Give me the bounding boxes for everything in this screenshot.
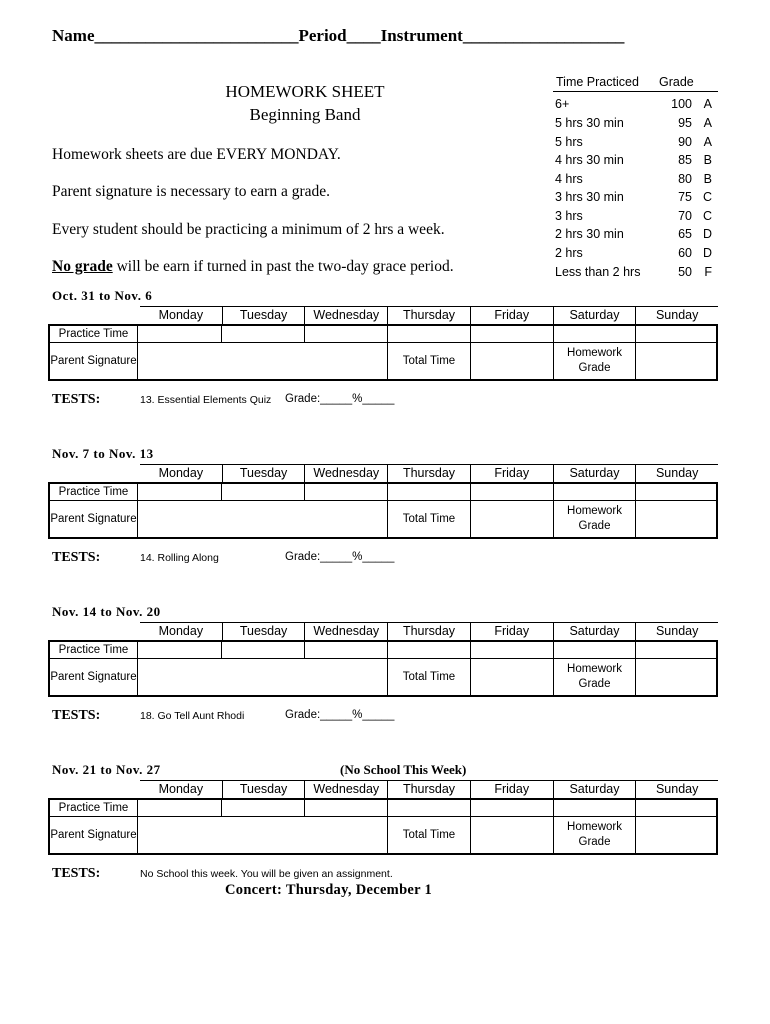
instrument-field[interactable]: ___________________ bbox=[462, 26, 625, 45]
day-header-tuesday: Tuesday bbox=[222, 465, 305, 483]
day-header-row bbox=[140, 622, 718, 642]
practice-time-cell-tuesday[interactable] bbox=[222, 642, 305, 659]
practice-time-cell-friday[interactable] bbox=[471, 800, 554, 817]
grade-scale-row bbox=[553, 209, 718, 227]
total-time-field[interactable] bbox=[471, 659, 554, 695]
week-range: Nov. 21 to Nov. 27 bbox=[52, 762, 161, 777]
grade-scale-header bbox=[553, 75, 718, 93]
homework-grade-line1: Homework bbox=[567, 663, 622, 675]
no-school-note: (No School This Week) bbox=[340, 762, 467, 777]
tests-label: TESTS: bbox=[52, 550, 101, 565]
day-header-saturday: Saturday bbox=[553, 623, 636, 641]
homework-grade-field[interactable] bbox=[636, 817, 716, 853]
practice-log-grid bbox=[48, 640, 718, 697]
col-grade: Grade bbox=[659, 75, 694, 89]
grade-scale-row bbox=[553, 135, 718, 153]
time-practiced: 4 hrs bbox=[555, 172, 583, 186]
grade-scale-row bbox=[553, 190, 718, 208]
homework-grade-line2: Grade bbox=[578, 362, 611, 374]
day-header-wednesday: Wednesday bbox=[304, 465, 387, 483]
week-range: Nov. 7 to Nov. 13 bbox=[52, 446, 154, 461]
practice-time-cell-monday[interactable] bbox=[138, 800, 222, 817]
total-time-field[interactable] bbox=[471, 343, 554, 379]
practice-time-cell-tuesday[interactable] bbox=[222, 800, 305, 817]
grade-score: 80 bbox=[678, 172, 692, 186]
practice-time-cell-sunday[interactable] bbox=[636, 484, 716, 501]
homework-grade-label bbox=[554, 343, 636, 379]
practice-time-cell-sunday[interactable] bbox=[636, 642, 716, 659]
practice-time-cell-friday[interactable] bbox=[471, 484, 554, 501]
instrument-label: Instrument bbox=[380, 26, 463, 45]
day-header-thursday: Thursday bbox=[387, 623, 470, 641]
day-header-monday: Monday bbox=[158, 466, 204, 480]
practice-time-cell-sunday[interactable] bbox=[636, 326, 716, 343]
total-time-label: Total Time bbox=[388, 817, 471, 853]
homework-grade-label bbox=[554, 817, 636, 853]
header-divider bbox=[553, 91, 718, 92]
parent-signature-label: Parent Signature bbox=[50, 659, 138, 695]
practice-time-cell-thursday[interactable] bbox=[388, 484, 471, 501]
practice-time-cell-saturday[interactable] bbox=[554, 800, 636, 817]
grade-letter: D bbox=[702, 227, 712, 241]
grade-score: 85 bbox=[678, 153, 692, 167]
parent-signature-label: Parent Signature bbox=[50, 817, 138, 853]
grade-letter: D bbox=[702, 246, 712, 260]
homework-grade-field[interactable] bbox=[636, 501, 716, 537]
practice-log-grid bbox=[48, 798, 718, 855]
day-header-wednesday: Wednesday bbox=[304, 781, 387, 799]
grade-letter: B bbox=[703, 153, 712, 167]
grade-scale-row bbox=[553, 153, 718, 171]
practice-time-label: Practice Time bbox=[50, 484, 138, 501]
test-grade-blank[interactable]: Grade:_____%_____ bbox=[285, 709, 395, 721]
grade-letter: B bbox=[703, 172, 712, 186]
student-info-header bbox=[52, 26, 624, 46]
week-range: Nov. 14 to Nov. 20 bbox=[52, 604, 161, 619]
grade-scale-row bbox=[553, 246, 718, 264]
total-time-label: Total Time bbox=[388, 343, 471, 379]
practice-time-cell-wednesday[interactable] bbox=[305, 642, 388, 659]
grade-score: 90 bbox=[678, 135, 692, 149]
practice-time-cell-saturday[interactable] bbox=[554, 326, 636, 343]
tests-label: TESTS: bbox=[52, 866, 101, 881]
grade-letter: A bbox=[703, 116, 712, 130]
total-time-field[interactable] bbox=[471, 501, 554, 537]
time-practiced: 2 hrs 30 min bbox=[555, 227, 624, 241]
rule-grace-text: will be earn if turned in past the two-day grace period. bbox=[112, 258, 454, 275]
grade-score: 95 bbox=[678, 116, 692, 130]
time-practiced: 5 hrs 30 min bbox=[555, 116, 624, 130]
practice-time-cell-tuesday[interactable] bbox=[222, 484, 305, 501]
day-header-friday: Friday bbox=[470, 307, 553, 325]
day-header-monday: Monday bbox=[158, 624, 204, 638]
day-header-row bbox=[140, 464, 718, 484]
name-field[interactable]: ________________________ bbox=[94, 26, 299, 45]
day-header-monday: Monday bbox=[158, 308, 204, 322]
time-practiced: 5 hrs bbox=[555, 135, 583, 149]
day-header-sunday: Sunday bbox=[635, 307, 718, 325]
grade-letter: F bbox=[704, 265, 712, 279]
period-field[interactable]: ____ bbox=[346, 26, 381, 45]
day-header-thursday: Thursday bbox=[387, 307, 470, 325]
grade-letter: C bbox=[702, 209, 712, 223]
rule-due: Homework sheets are due EVERY MONDAY. bbox=[52, 146, 341, 163]
grade-letter: A bbox=[703, 135, 712, 149]
practice-time-label: Practice Time bbox=[50, 326, 138, 343]
total-time-label: Total Time bbox=[388, 659, 471, 695]
grade-scale-row bbox=[553, 97, 718, 115]
homework-grade-line2: Grade bbox=[578, 520, 611, 532]
practice-time-cell-thursday[interactable] bbox=[388, 800, 471, 817]
grade-scale-row bbox=[553, 116, 718, 134]
practice-time-cell-friday[interactable] bbox=[471, 326, 554, 343]
day-header-saturday: Saturday bbox=[553, 307, 636, 325]
parent-signature-field[interactable] bbox=[138, 659, 388, 695]
homework-grade-field[interactable] bbox=[636, 659, 716, 695]
rule-grace-bold: No grade bbox=[52, 258, 113, 275]
grade-score: 70 bbox=[678, 209, 692, 223]
grade-score: 100 bbox=[671, 97, 692, 111]
parent-signature-label: Parent Signature bbox=[50, 501, 138, 537]
parent-signature-label: Parent Signature bbox=[50, 343, 138, 379]
homework-grade-line2: Grade bbox=[578, 836, 611, 848]
practice-time-cell-friday[interactable] bbox=[471, 642, 554, 659]
test-name: 14. Rolling Along bbox=[140, 552, 219, 564]
concert-notice: Concert: Thursday, December 1 bbox=[225, 882, 433, 898]
practice-log-grid bbox=[48, 324, 718, 381]
test-name: 13. Essential Elements Quiz bbox=[140, 394, 272, 406]
grade-score: 50 bbox=[678, 265, 692, 279]
grade-letter: C bbox=[702, 190, 712, 204]
homework-grade-label bbox=[554, 659, 636, 695]
grade-scale-row bbox=[553, 172, 718, 190]
practice-time-cell-monday[interactable] bbox=[138, 484, 222, 501]
time-practiced: 3 hrs 30 min bbox=[555, 190, 624, 204]
homework-grade-field[interactable] bbox=[636, 343, 716, 379]
test-name: 18. Go Tell Aunt Rhodi bbox=[140, 710, 245, 722]
practice-time-cell-wednesday[interactable] bbox=[305, 484, 388, 501]
day-header-row bbox=[140, 780, 718, 800]
test-name: No School this week. You will be given an assignment. bbox=[140, 868, 393, 880]
parent-signature-field[interactable] bbox=[138, 817, 388, 853]
day-header-tuesday: Tuesday bbox=[222, 623, 305, 641]
homework-grade-line1: Homework bbox=[567, 347, 622, 359]
tests-label: TESTS: bbox=[52, 708, 101, 723]
practice-log-grid bbox=[48, 482, 718, 539]
practice-time-cell-wednesday[interactable] bbox=[305, 326, 388, 343]
practice-time-cell-sunday[interactable] bbox=[636, 800, 716, 817]
total-time-field[interactable] bbox=[471, 817, 554, 853]
practice-time-cell-thursday[interactable] bbox=[388, 326, 471, 343]
day-header-saturday: Saturday bbox=[553, 781, 636, 799]
grade-letter: A bbox=[703, 97, 712, 111]
grade-score: 65 bbox=[678, 227, 692, 241]
day-header-sunday: Sunday bbox=[635, 465, 718, 483]
practice-time-cell-monday[interactable] bbox=[138, 326, 222, 343]
period-label: Period bbox=[298, 26, 347, 45]
rule-signature: Parent signature is necessary to earn a grade. bbox=[52, 183, 331, 200]
homework-grade-line1: Homework bbox=[567, 821, 622, 833]
grade-scale-row bbox=[553, 227, 718, 245]
day-header-tuesday: Tuesday bbox=[222, 307, 305, 325]
day-header-sunday: Sunday bbox=[635, 623, 718, 641]
parent-signature-field[interactable] bbox=[138, 343, 388, 379]
grade-score: 60 bbox=[678, 246, 692, 260]
day-header-thursday: Thursday bbox=[387, 465, 470, 483]
practice-time-cell-wednesday[interactable] bbox=[305, 800, 388, 817]
day-header-sunday: Sunday bbox=[635, 781, 718, 799]
col-time-practiced: Time Practiced bbox=[556, 75, 639, 89]
day-header-wednesday: Wednesday bbox=[304, 307, 387, 325]
rule-grace bbox=[52, 258, 454, 276]
time-practiced: 6+ bbox=[555, 97, 570, 111]
sheet-subtitle: Beginning Band bbox=[249, 105, 361, 124]
name-label: Name bbox=[52, 26, 95, 45]
total-time-label: Total Time bbox=[388, 501, 471, 537]
parent-signature-field[interactable] bbox=[138, 501, 388, 537]
day-header-tuesday: Tuesday bbox=[222, 781, 305, 799]
time-practiced: 3 hrs bbox=[555, 209, 583, 223]
day-header-thursday: Thursday bbox=[387, 781, 470, 799]
time-practiced: Less than 2 hrs bbox=[555, 265, 641, 279]
test-grade-blank[interactable]: Grade:_____%_____ bbox=[285, 393, 395, 405]
day-header-saturday: Saturday bbox=[553, 465, 636, 483]
day-header-friday: Friday bbox=[470, 623, 553, 641]
time-practiced: 2 hrs bbox=[555, 246, 583, 260]
tests-label: TESTS: bbox=[52, 392, 101, 407]
time-practiced: 4 hrs 30 min bbox=[555, 153, 624, 167]
day-header-row bbox=[140, 306, 718, 326]
homework-grade-label bbox=[554, 501, 636, 537]
grade-score: 75 bbox=[678, 190, 692, 204]
grade-scale-row bbox=[553, 265, 718, 283]
day-header-wednesday: Wednesday bbox=[304, 623, 387, 641]
practice-time-cell-saturday[interactable] bbox=[554, 484, 636, 501]
rule-minimum: Every student should be practicing a minimum of 2 hrs a week. bbox=[52, 221, 445, 238]
test-grade-blank[interactable]: Grade:_____%_____ bbox=[285, 551, 395, 563]
day-header-monday: Monday bbox=[158, 782, 204, 796]
sheet-title: HOMEWORK SHEET bbox=[225, 82, 385, 101]
week-range: Oct. 31 to Nov. 6 bbox=[52, 288, 153, 303]
practice-time-cell-saturday[interactable] bbox=[554, 642, 636, 659]
practice-time-cell-monday[interactable] bbox=[138, 642, 222, 659]
practice-time-cell-thursday[interactable] bbox=[388, 642, 471, 659]
day-header-friday: Friday bbox=[470, 465, 553, 483]
homework-grade-line1: Homework bbox=[567, 505, 622, 517]
practice-time-cell-tuesday[interactable] bbox=[222, 326, 305, 343]
day-header-friday: Friday bbox=[470, 781, 553, 799]
practice-time-label: Practice Time bbox=[50, 800, 138, 817]
practice-time-label: Practice Time bbox=[50, 642, 138, 659]
homework-grade-line2: Grade bbox=[578, 678, 611, 690]
